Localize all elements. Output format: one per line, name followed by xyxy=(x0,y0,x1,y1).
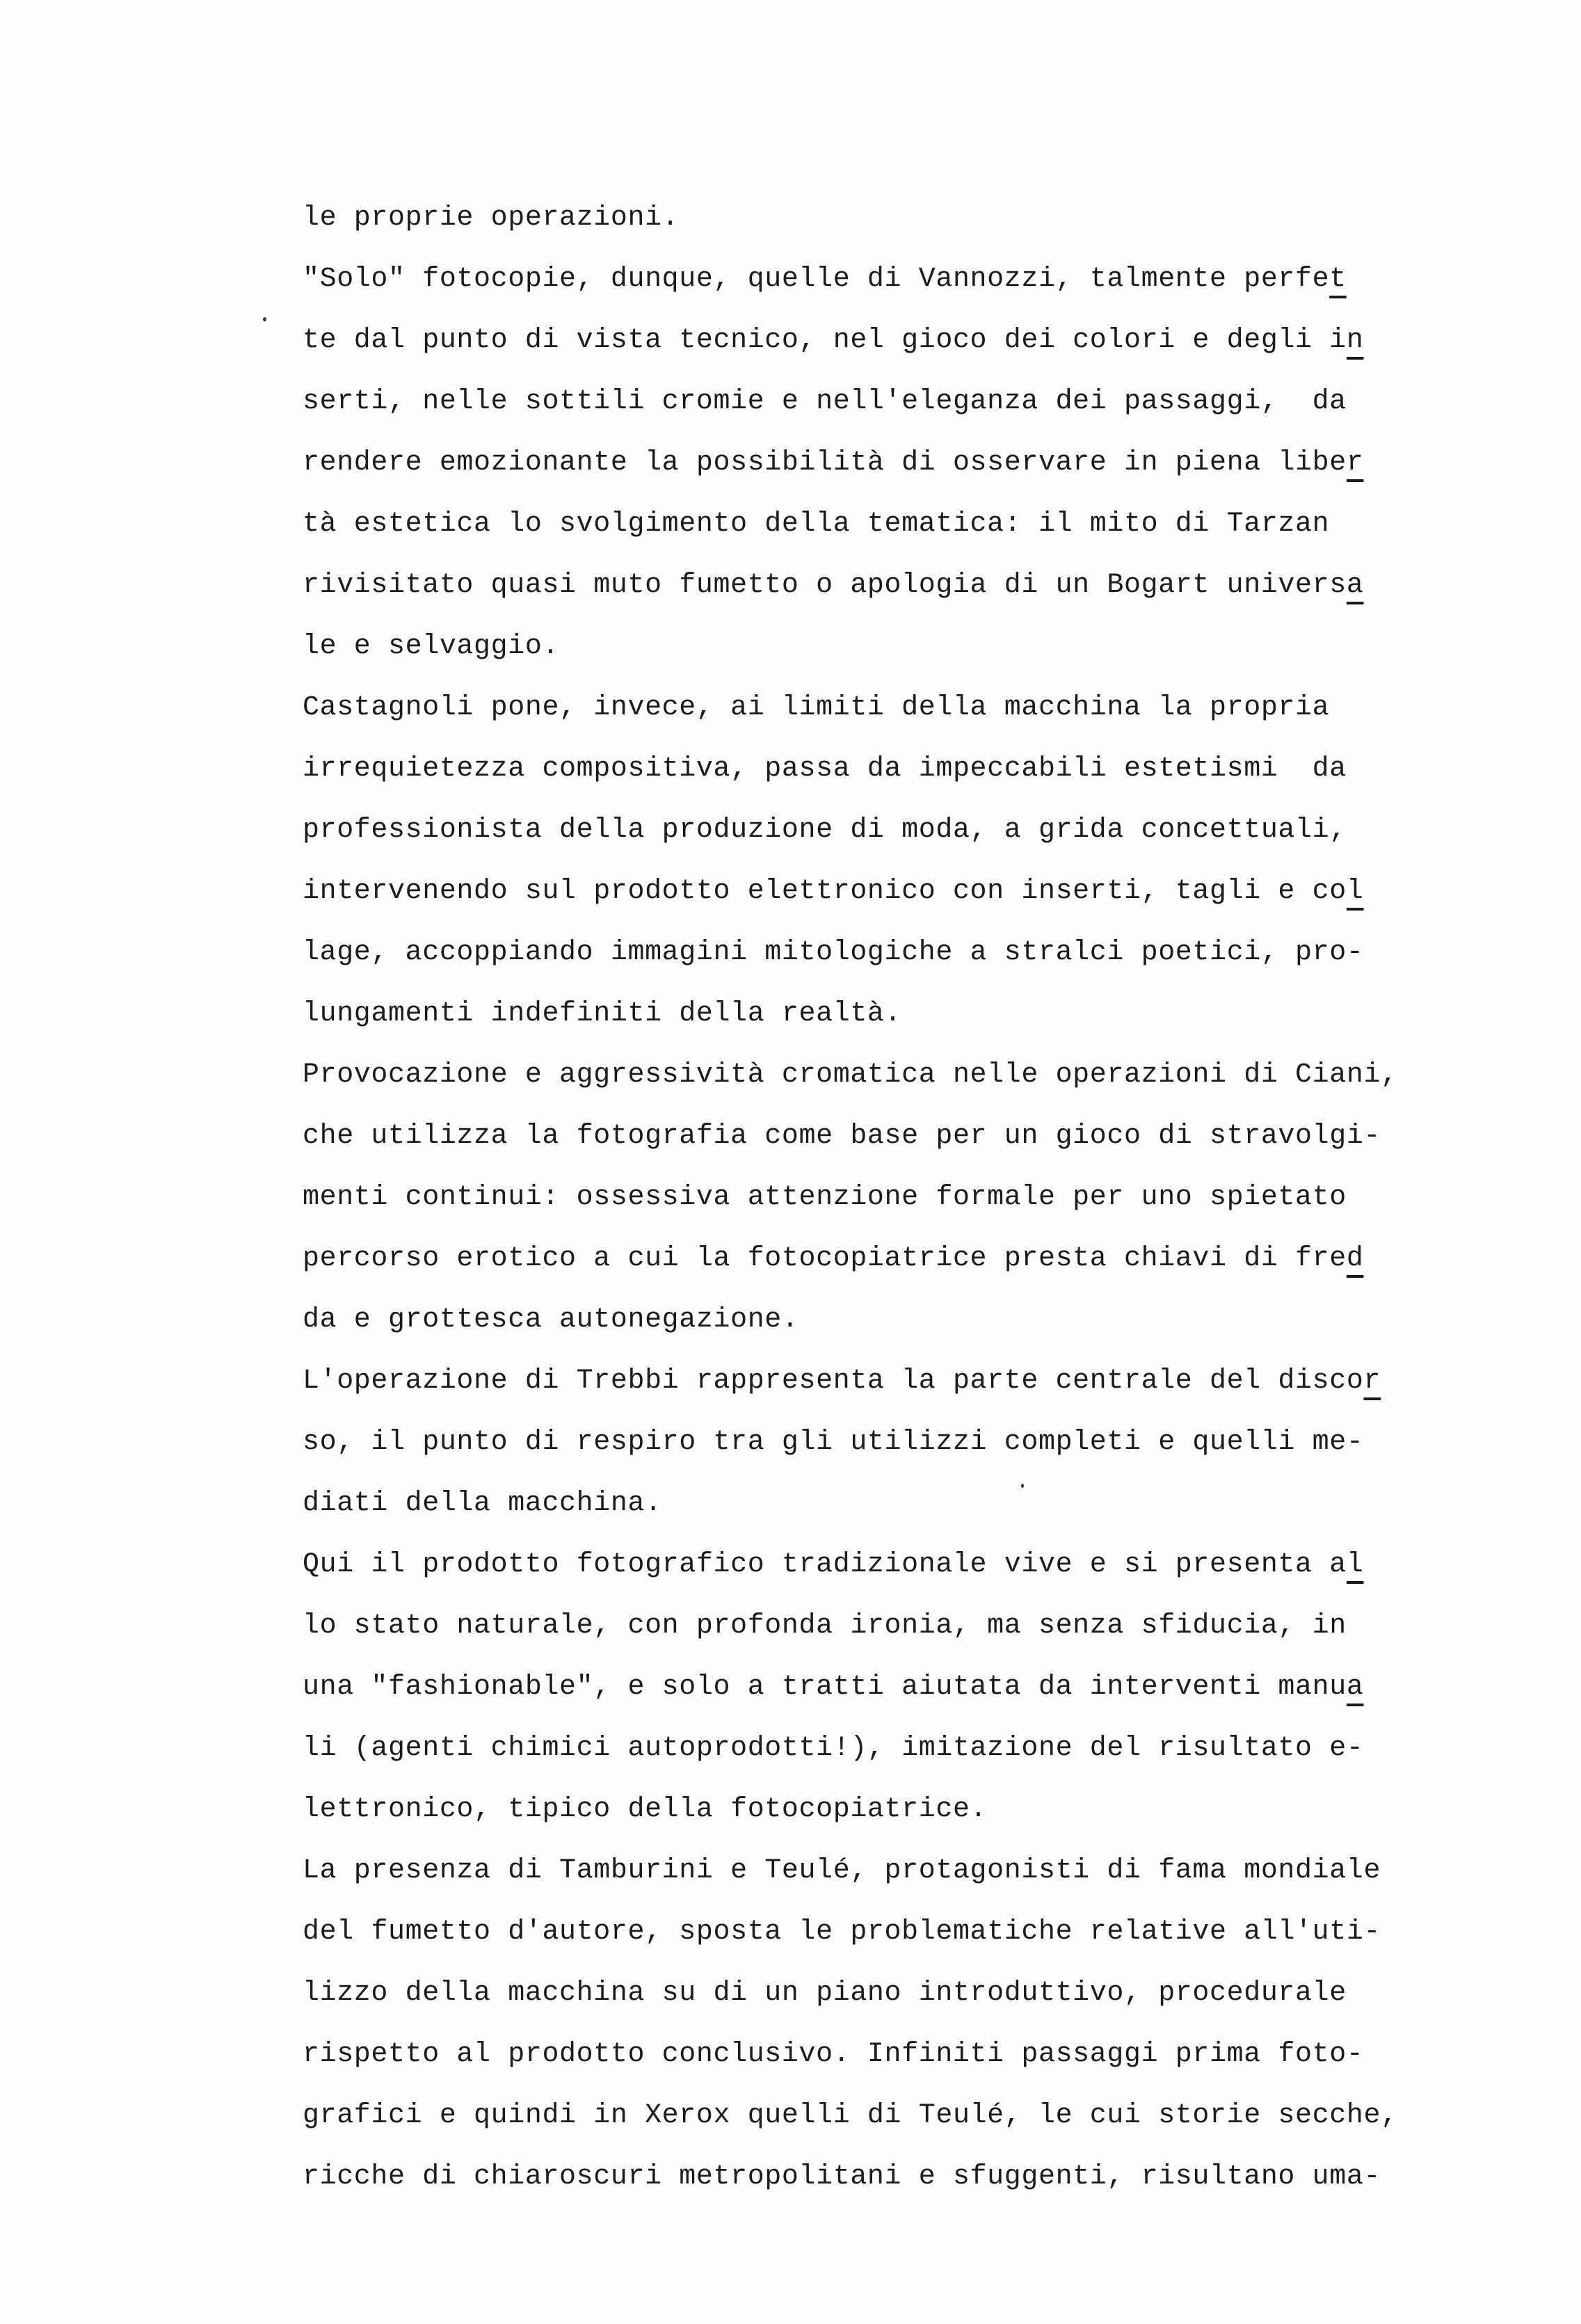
text-line xyxy=(303,808,1499,870)
text-line xyxy=(303,257,1499,319)
hyphenation-mark: t xyxy=(1329,264,1347,295)
line-text: intervenendo sul prodotto elettronico con inserti, tagli e co xyxy=(303,876,1347,907)
text-line xyxy=(303,870,1499,931)
hyphenation-mark: n xyxy=(1346,325,1364,356)
text-line xyxy=(303,1543,1499,1604)
line-text: Qui il prodotto fotografico tradizionale vive e si presenta a xyxy=(303,1549,1347,1580)
text-line xyxy=(303,1726,1499,1788)
text-line xyxy=(303,380,1499,441)
hyphenation-mark: d xyxy=(1346,1243,1364,1274)
hyphenation-mark: r xyxy=(1346,447,1364,479)
line-text: le e selvaggio. xyxy=(303,631,560,662)
line-text: menti continui: ossessiva attenzione formale per uno spietato xyxy=(303,1182,1347,1213)
hyphenation-mark: l xyxy=(1346,876,1364,907)
text-line xyxy=(303,441,1499,502)
text-line xyxy=(303,1237,1499,1298)
line-text: tà estetica lo svolgimento della tematica: il mito di Tarzan xyxy=(303,508,1330,540)
hyphenation-mark: l xyxy=(1346,1549,1364,1580)
text-line xyxy=(303,1849,1499,1910)
text-line xyxy=(303,196,1499,257)
line-text: Provocazione e aggressività cromatica nelle operazioni di Ciani, xyxy=(303,1059,1398,1091)
text-line xyxy=(303,1298,1499,1359)
text-line xyxy=(303,1053,1499,1114)
line-text: rispetto al prodotto conclusivo. Infiniti passaggi prima foto- xyxy=(303,2039,1364,2070)
text-line xyxy=(303,563,1499,625)
line-text: lo stato naturale, con profonda ironia, ma senza sfiducia, in xyxy=(303,1610,1347,1642)
hyphenation-mark: a xyxy=(1346,570,1364,601)
line-text: L'operazione di Trebbi rappresenta la parte centrale del disco xyxy=(303,1365,1364,1397)
line-text: irrequietezza compositiva, passa da impeccabili estetismi da xyxy=(303,753,1347,785)
line-text: lettronico, tipico della fotocopiatrice. xyxy=(303,1794,988,1825)
line-text: lungamenti indefiniti della realtà. xyxy=(303,998,902,1029)
line-text: percorso erotico a cui la fotocopiatrice presta chiavi di fre xyxy=(303,1243,1347,1274)
text-line xyxy=(303,1420,1499,1482)
text-line xyxy=(303,1788,1499,1849)
line-text: che utilizza la fotografia come base per un gioco di stravolgi- xyxy=(303,1121,1381,1152)
text-line xyxy=(303,2033,1499,2094)
ink-speck xyxy=(1021,1484,1024,1488)
line-text: lage, accoppiando immagini mitologiche a stralci poetici, pro- xyxy=(303,937,1364,968)
line-text: li (agenti chimici autoprodotti!), imitazione del risultato e- xyxy=(303,1733,1364,1764)
text-line xyxy=(303,931,1499,992)
text-line xyxy=(303,1114,1499,1176)
text-line xyxy=(303,1359,1499,1420)
line-text: rivisitato quasi muto fumetto o apologia di un Bogart univers xyxy=(303,570,1347,601)
text-line xyxy=(303,502,1499,563)
text-line xyxy=(303,1910,1499,1971)
line-text: diati della macchina. xyxy=(303,1488,662,1519)
text-line xyxy=(303,2094,1499,2155)
line-text: te dal punto di vista tecnico, nel gioco dei colori e degli i xyxy=(303,325,1347,356)
line-text: ricche di chiaroscuri metropolitani e sfuggenti, risultano uma- xyxy=(303,2161,1381,2193)
text-line xyxy=(303,747,1499,808)
line-text: una "fashionable", e solo a tratti aiutata da interventi manu xyxy=(303,1672,1347,1703)
line-text: Castagnoli pone, invece, ai limiti della macchina la propria xyxy=(303,692,1330,723)
text-line xyxy=(303,1176,1499,1237)
text-line xyxy=(303,2155,1499,2216)
text-line xyxy=(303,686,1499,747)
text-line xyxy=(303,1971,1499,2033)
line-text: lizzo della macchina su di un piano introduttivo, procedurale xyxy=(303,1978,1347,2009)
body-text xyxy=(303,196,1499,2216)
line-text: professionista della produzione di moda, a grida concettuali, xyxy=(303,815,1347,846)
hyphenation-mark: a xyxy=(1346,1672,1364,1703)
line-text: rendere emozionante la possibilità di osservare in piena libe xyxy=(303,447,1347,479)
line-text: del fumetto d'autore, sposta le problematiche relative all'uti- xyxy=(303,1916,1381,1948)
line-text: le proprie operazioni. xyxy=(303,202,680,234)
line-text: La presenza di Tamburini e Teulé, protagonisti di fama mondiale xyxy=(303,1855,1381,1886)
ink-speck xyxy=(263,317,266,321)
hyphenation-mark: r xyxy=(1363,1365,1381,1397)
line-text: serti, nelle sottili cromie e nell'eleganza dei passaggi, da xyxy=(303,386,1347,417)
text-line xyxy=(303,1604,1499,1665)
text-line xyxy=(303,625,1499,686)
text-line xyxy=(303,319,1499,380)
text-line xyxy=(303,992,1499,1053)
text-line xyxy=(303,1482,1499,1543)
line-text: "Solo" fotocopie, dunque, quelle di Vannozzi, talmente perfe xyxy=(303,264,1330,295)
text-line xyxy=(303,1665,1499,1726)
line-text: grafici e quindi in Xerox quelli di Teulé, le cui storie secche, xyxy=(303,2100,1398,2131)
line-text: da e grottesca autonegazione. xyxy=(303,1304,799,1336)
line-text: so, il punto di respiro tra gli utilizzi completi e quelli me- xyxy=(303,1427,1364,1458)
